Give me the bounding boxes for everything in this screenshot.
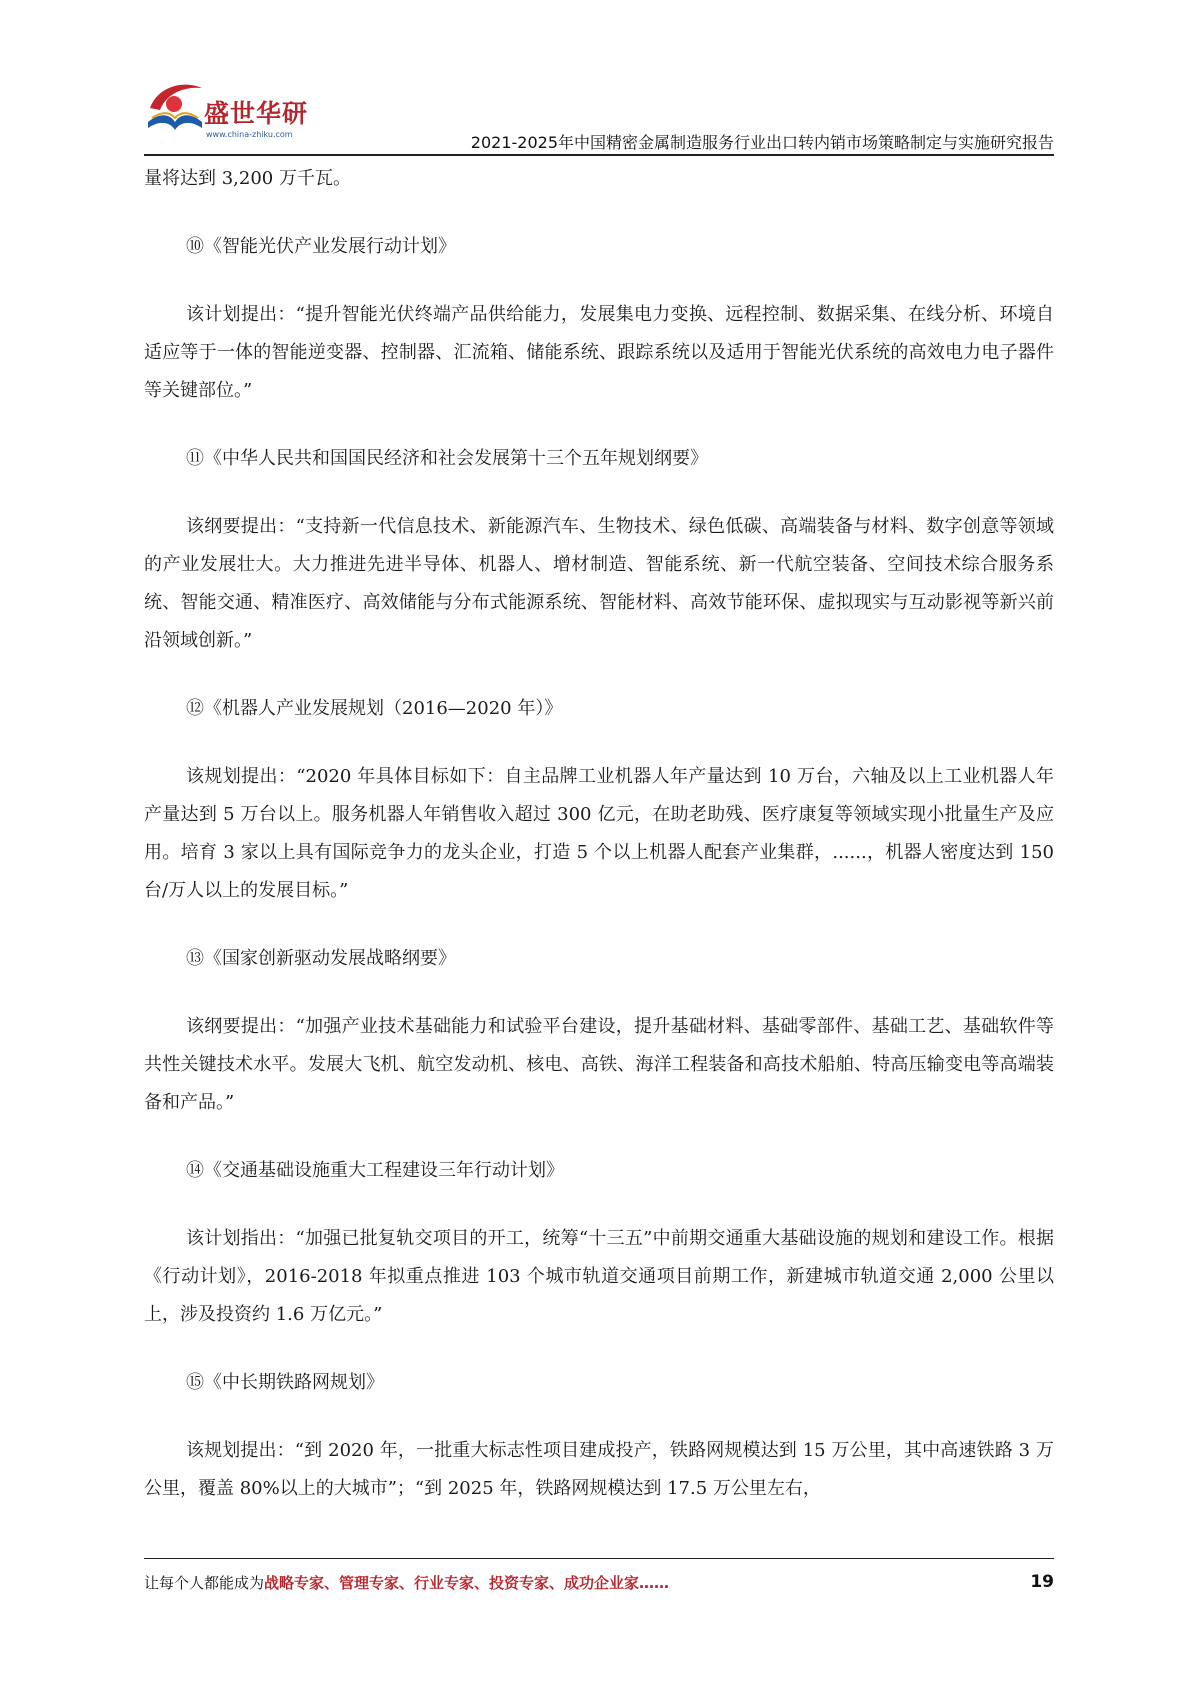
policy-text-14: 该计划指出：“加强已批复轨交项目的开工，统筹“十三五”中前期交通重大基础设施的规划和建设工作。根据《行动计划》，2016-2018 年拟重点推进 103 个城市轨道交通项目前期工作，新建城市轨道交通 2,000 公里以上，涉及投资约 1.6 万亿元。” (144, 1228, 1054, 1325)
policy-title-14: ⑭《交通基础设施重大工程建设三年行动计划》 (186, 1160, 564, 1181)
page-number: 19 (1030, 1572, 1054, 1592)
policy-title-13: ⑬《国家创新驱动发展战略纲要》 (186, 948, 456, 969)
footer-slogan-highlight: 战略专家、管理专家、行业专家、投资专家、成功企业家…… (264, 1574, 670, 1592)
policy-text-15: 该规划提出：“到 2020 年，一批重大标志性项目建成投产，铁路网规模达到 15 万公里，其中高速铁路 3 万公里，覆盖 80%以上的大城市”；“到 2025 年，铁路网规模达到 17.5 万公里左右， (144, 1440, 1054, 1499)
header-divider (144, 154, 1054, 156)
logo-url: www.china-zhiku.com (206, 130, 293, 139)
policy-title-11: ⑪《中华人民共和国国民经济和社会发展第十三个五年规划纲要》 (186, 448, 708, 469)
footer-slogan-lead: 让每个人都能成为 (144, 1574, 265, 1592)
page-footer (144, 1572, 1054, 1598)
logo-name: 盛世华研 (204, 99, 309, 128)
policy-text-13: 该纲要提出：“加强产业技术基础能力和试验平台建设，提升基础材料、基础零部件、基础工艺、基础软件等共性关键技术水平。发展大飞机、航空发动机、核电、高铁、海洋工程装备和高技术船舶、特高压输变电等高端装备和产品。” (144, 1016, 1054, 1113)
page-body (144, 160, 1054, 1508)
company-logo (144, 78, 314, 148)
continued-paragraph: 量将达到 3,200 万千瓦。 (144, 168, 351, 189)
policy-title-15: ⑮《中长期铁路网规划》 (186, 1372, 384, 1393)
book-swoosh-icon (144, 78, 206, 138)
report-title: 2021-2025年中国精密金属制造服务行业出口转内销市场策略制定与实施研究报告 (470, 133, 1054, 152)
footer-divider (144, 1558, 1054, 1559)
policy-title-10: ⑩《智能光伏产业发展行动计划》 (186, 236, 456, 257)
policy-text-12: 该规划提出：“2020 年具体目标如下：自主品牌工业机器人年产量达到 10 万台，六轴及以上工业机器人年产量达到 5 万台以上。服务机器人年销售收入超过 300 亿元，在助老助残、医疗康复等领域实现小批量生产及应用。培育 3 家以上具有国际竞争力的龙头企业，打造 5 个以上机器人配套产业集群，......，机器人密度达到 150 台/万人以上的发展目标。” (144, 766, 1054, 901)
policy-text-10: 该计划提出：“提升智能光伏终端产品供给能力，发展集电力变换、远程控制、数据采集、在线分析、环境自适应等于一体的智能逆变器、控制器、汇流箱、储能系统、跟踪系统以及适用于智能光伏系统的高效电力电子器件等关键部位。” (144, 304, 1054, 401)
page-header (144, 78, 1054, 158)
policy-text-11: 该纲要提出：“支持新一代信息技术、新能源汽车、生物技术、绿色低碳、高端装备与材料、数字创意等领域的产业发展壮大。大力推进先进半导体、机器人、增材制造、智能系统、新一代航空装备、空间技术综合服务系统、智能交通、精准医疗、高效储能与分布式能源系统、智能材料、高效节能环保、虚拟现实与互动影视等新兴前沿领域创新。” (144, 516, 1054, 651)
policy-title-12: ⑫《机器人产业发展规划（2016—2020 年）》 (186, 698, 563, 719)
